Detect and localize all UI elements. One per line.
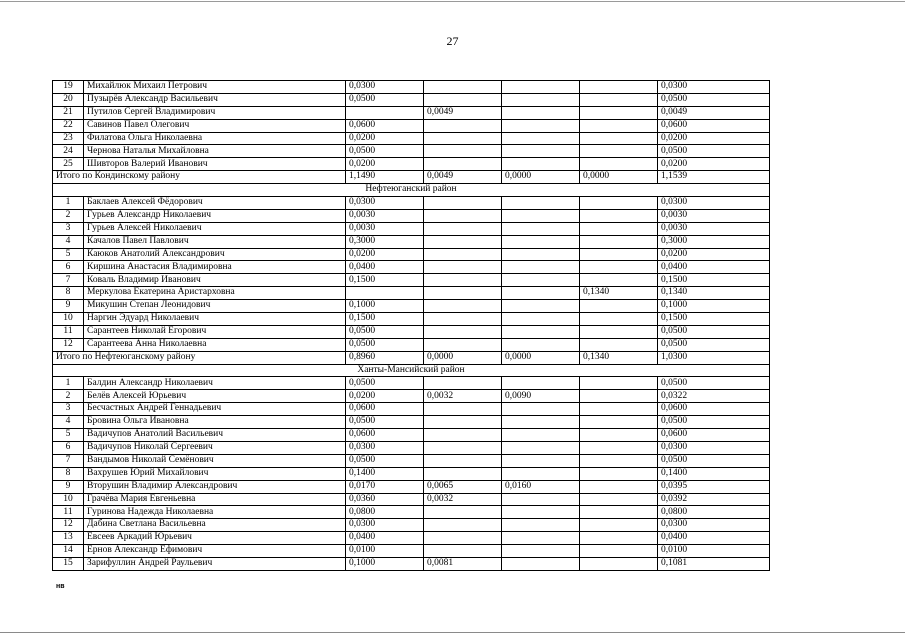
value-cell-1: 0,0500 [346, 338, 424, 351]
row-number: 1 [53, 197, 84, 210]
value-cell-4 [580, 416, 658, 429]
total-cell: 0,0200 [658, 158, 770, 171]
table-row [53, 338, 770, 351]
total-cell: 0,0300 [658, 81, 770, 94]
total-cell: 0,0500 [658, 93, 770, 106]
value-cell-1: 0,0400 [346, 532, 424, 545]
row-number: 1 [53, 377, 84, 390]
quota-table [52, 80, 770, 571]
value-cell-1: 1,1490 [346, 171, 424, 184]
value-cell-3 [502, 235, 580, 248]
person-name: Киршина Анастасия Владимировна [84, 261, 346, 274]
value-cell-2 [424, 248, 502, 261]
value-cell-2: 0,0000 [424, 351, 502, 364]
value-cell-3 [502, 545, 580, 558]
person-name: Качалов Павел Павлович [84, 235, 346, 248]
value-cell-2 [424, 287, 502, 300]
bottom-scan-border [0, 632, 905, 633]
row-number: 7 [53, 274, 84, 287]
total-label: Итого по Нефтеюганскому району [53, 351, 346, 364]
value-cell-4 [580, 158, 658, 171]
row-number: 24 [53, 145, 84, 158]
value-cell-3 [502, 377, 580, 390]
value-cell-4 [580, 197, 658, 210]
value-cell-2 [424, 506, 502, 519]
person-name: Зарифуллин Андрей Раульевич [84, 557, 346, 570]
value-cell-2: 0,0032 [424, 493, 502, 506]
total-cell: 0,0392 [658, 493, 770, 506]
table-row [53, 325, 770, 338]
value-cell-3 [502, 158, 580, 171]
table-row [53, 506, 770, 519]
row-number: 12 [53, 338, 84, 351]
value-cell-2 [424, 377, 502, 390]
value-cell-4 [580, 248, 658, 261]
value-cell-3 [502, 145, 580, 158]
table-row [53, 519, 770, 532]
person-name: Гуринова Надежда Николаевна [84, 506, 346, 519]
person-name: Евсеев Аркадий Юрьевич [84, 532, 346, 545]
row-number: 8 [53, 467, 84, 480]
total-cell: 0,0322 [658, 390, 770, 403]
total-cell: 1,1539 [658, 171, 770, 184]
value-cell-1: 0,0600 [346, 403, 424, 416]
row-number: 4 [53, 235, 84, 248]
value-cell-1: 0,0600 [346, 119, 424, 132]
row-number: 9 [53, 480, 84, 493]
district-name: Ханты-Мансийский район [53, 364, 770, 377]
person-name: Михайлюк Михаил Петрович [84, 81, 346, 94]
table-row [53, 429, 770, 442]
value-cell-1: 0,0030 [346, 222, 424, 235]
value-cell-1: 0,0400 [346, 261, 424, 274]
value-cell-1: 0,0500 [346, 325, 424, 338]
total-cell: 0,0300 [658, 197, 770, 210]
total-cell: 0,1000 [658, 300, 770, 313]
value-cell-3: 0,0090 [502, 390, 580, 403]
person-name: Бровина Ольга Ивановна [84, 416, 346, 429]
value-cell-3 [502, 274, 580, 287]
value-cell-4 [580, 145, 658, 158]
value-cell-3 [502, 416, 580, 429]
table-row [53, 403, 770, 416]
total-cell: 0,0200 [658, 248, 770, 261]
value-cell-3 [502, 532, 580, 545]
value-cell-4 [580, 454, 658, 467]
row-number: 9 [53, 300, 84, 313]
row-number: 12 [53, 519, 84, 532]
total-cell: 0,0600 [658, 119, 770, 132]
person-name: Сарантеев Николай Егорович [84, 325, 346, 338]
total-cell: 0,0100 [658, 545, 770, 558]
value-cell-3 [502, 519, 580, 532]
value-cell-4 [580, 93, 658, 106]
person-name: Сарантеева Анна Николаевна [84, 338, 346, 351]
district-name: Нефтеюганский район [53, 184, 770, 197]
value-cell-2 [424, 274, 502, 287]
value-cell-1: 0,0500 [346, 93, 424, 106]
value-cell-3 [502, 197, 580, 210]
total-cell: 1,0300 [658, 351, 770, 364]
value-cell-1: 0,0500 [346, 454, 424, 467]
row-number: 14 [53, 545, 84, 558]
total-cell: 0,0500 [658, 338, 770, 351]
row-number: 4 [53, 416, 84, 429]
value-cell-3 [502, 506, 580, 519]
person-name: Гурьев Алексей Николаевич [84, 222, 346, 235]
value-cell-4 [580, 222, 658, 235]
person-name: Белёв Алексей Юрьевич [84, 390, 346, 403]
value-cell-1: 0,0200 [346, 390, 424, 403]
total-cell: 0,3000 [658, 235, 770, 248]
value-cell-3 [502, 106, 580, 119]
value-cell-1: 0,0300 [346, 441, 424, 454]
value-cell-2 [424, 338, 502, 351]
person-name: Вадичупов Николай Сергеевич [84, 441, 346, 454]
total-cell: 0,0800 [658, 506, 770, 519]
value-cell-2 [424, 441, 502, 454]
district-header-row [53, 184, 770, 197]
value-cell-1: 0,0300 [346, 519, 424, 532]
value-cell-1 [346, 287, 424, 300]
total-cell: 0,0049 [658, 106, 770, 119]
table-row [53, 532, 770, 545]
row-number: 6 [53, 261, 84, 274]
value-cell-4 [580, 429, 658, 442]
total-cell: 0,0030 [658, 222, 770, 235]
value-cell-3 [502, 429, 580, 442]
value-cell-4 [580, 545, 658, 558]
value-cell-4 [580, 274, 658, 287]
value-cell-2: 0,0065 [424, 480, 502, 493]
value-cell-1: 0,0170 [346, 480, 424, 493]
table-row [53, 222, 770, 235]
value-cell-2 [424, 158, 502, 171]
value-cell-3 [502, 557, 580, 570]
table-row [53, 209, 770, 222]
value-cell-1: 0,0300 [346, 197, 424, 210]
table-row [53, 274, 770, 287]
value-cell-2 [424, 403, 502, 416]
value-cell-2 [424, 119, 502, 132]
total-cell: 0,0300 [658, 441, 770, 454]
value-cell-2 [424, 235, 502, 248]
value-cell-4 [580, 403, 658, 416]
total-cell: 0,0600 [658, 403, 770, 416]
row-number: 6 [53, 441, 84, 454]
value-cell-3 [502, 325, 580, 338]
value-cell-4: 0,1340 [580, 351, 658, 364]
value-cell-1: 0,0360 [346, 493, 424, 506]
row-number: 5 [53, 429, 84, 442]
value-cell-3 [502, 93, 580, 106]
table-row [53, 313, 770, 326]
value-cell-1: 0,0500 [346, 377, 424, 390]
person-name: Вахрушев Юрий Михайлович [84, 467, 346, 480]
row-number: 3 [53, 222, 84, 235]
table-row [53, 441, 770, 454]
district-total-row [53, 171, 770, 184]
value-cell-4 [580, 390, 658, 403]
value-cell-3 [502, 338, 580, 351]
value-cell-3: 0,0000 [502, 171, 580, 184]
table-row [53, 158, 770, 171]
value-cell-3 [502, 209, 580, 222]
row-number: 11 [53, 325, 84, 338]
person-name: Микушин Степан Леонидович [84, 300, 346, 313]
value-cell-3 [502, 403, 580, 416]
value-cell-2 [424, 519, 502, 532]
value-cell-1: 0,1500 [346, 274, 424, 287]
value-cell-1: 0,1000 [346, 557, 424, 570]
value-cell-3 [502, 248, 580, 261]
value-cell-1: 0,0800 [346, 506, 424, 519]
value-cell-1: 0,0200 [346, 248, 424, 261]
value-cell-4 [580, 467, 658, 480]
table-body [53, 81, 770, 571]
value-cell-1: 0,0030 [346, 209, 424, 222]
table-row [53, 93, 770, 106]
value-cell-3 [502, 119, 580, 132]
row-number: 10 [53, 493, 84, 506]
value-cell-3: 0,0160 [502, 480, 580, 493]
row-number: 8 [53, 287, 84, 300]
total-cell: 0,0400 [658, 261, 770, 274]
person-name: Ернов Александр Ефимович [84, 545, 346, 558]
total-cell: 0,0300 [658, 519, 770, 532]
value-cell-4 [580, 106, 658, 119]
person-name: Меркулова Екатерина Аристарховна [84, 287, 346, 300]
value-cell-2: 0,0049 [424, 106, 502, 119]
value-cell-2 [424, 416, 502, 429]
row-number: 15 [53, 557, 84, 570]
person-name: Путилов Сергей Владимирович [84, 106, 346, 119]
value-cell-1 [346, 106, 424, 119]
person-name: Наргин Эдуард Николаевич [84, 313, 346, 326]
table-row [53, 300, 770, 313]
table-row [53, 390, 770, 403]
value-cell-1: 0,0200 [346, 132, 424, 145]
value-cell-1: 0,0100 [346, 545, 424, 558]
value-cell-2 [424, 325, 502, 338]
value-cell-2 [424, 429, 502, 442]
value-cell-3 [502, 222, 580, 235]
total-cell: 0,0395 [658, 480, 770, 493]
total-cell: 0,0500 [658, 454, 770, 467]
value-cell-2 [424, 81, 502, 94]
row-number: 20 [53, 93, 84, 106]
value-cell-4 [580, 313, 658, 326]
value-cell-2 [424, 209, 502, 222]
value-cell-4 [580, 441, 658, 454]
table-row [53, 145, 770, 158]
value-cell-2 [424, 300, 502, 313]
person-name: Гурьев Александр Николаевич [84, 209, 346, 222]
row-number: 19 [53, 81, 84, 94]
value-cell-4: 0,0000 [580, 171, 658, 184]
person-name: Вандымов Николай Семёнович [84, 454, 346, 467]
table-row [53, 248, 770, 261]
value-cell-2 [424, 532, 502, 545]
value-cell-2: 0,0081 [424, 557, 502, 570]
total-label: Итого по Кондинскому району [53, 171, 346, 184]
row-number: 10 [53, 313, 84, 326]
value-cell-4 [580, 132, 658, 145]
value-cell-3 [502, 467, 580, 480]
person-name: Баклаев Алексей Фёдорович [84, 197, 346, 210]
row-number: 21 [53, 106, 84, 119]
table-row [53, 81, 770, 94]
total-cell: 0,1340 [658, 287, 770, 300]
total-cell: 0,1500 [658, 313, 770, 326]
value-cell-4 [580, 557, 658, 570]
row-number: 22 [53, 119, 84, 132]
person-name: Балдин Александр Николаевич [84, 377, 346, 390]
page-number: 27 [446, 34, 459, 48]
person-name: Савинов Павел Олегович [84, 119, 346, 132]
total-cell: 0,0200 [658, 132, 770, 145]
total-cell: 0,0500 [658, 377, 770, 390]
top-scan-border [0, 1, 905, 2]
value-cell-3: 0,0000 [502, 351, 580, 364]
value-cell-2 [424, 197, 502, 210]
person-name: Вторушин Владимир Александрович [84, 480, 346, 493]
value-cell-4: 0,1340 [580, 287, 658, 300]
value-cell-3 [502, 287, 580, 300]
value-cell-3 [502, 454, 580, 467]
value-cell-4 [580, 532, 658, 545]
value-cell-3 [502, 300, 580, 313]
table-row [53, 377, 770, 390]
value-cell-1: 0,1500 [346, 313, 424, 326]
value-cell-2: 0,0032 [424, 390, 502, 403]
row-number: 11 [53, 506, 84, 519]
table-row [53, 287, 770, 300]
row-number: 13 [53, 532, 84, 545]
person-name: Филатова Ольга Николаевна [84, 132, 346, 145]
table-row [53, 235, 770, 248]
person-name: Грачёва Мария Евгеньевна [84, 493, 346, 506]
value-cell-2 [424, 261, 502, 274]
row-number: 7 [53, 454, 84, 467]
footer-mark: нв [56, 583, 65, 590]
value-cell-4 [580, 377, 658, 390]
value-cell-2 [424, 454, 502, 467]
table-row [53, 480, 770, 493]
table-row [53, 132, 770, 145]
person-name: Пузырёв Александр Васильевич [84, 93, 346, 106]
value-cell-4 [580, 506, 658, 519]
table-row [53, 467, 770, 480]
total-cell: 0,1400 [658, 467, 770, 480]
table-row [53, 197, 770, 210]
total-cell: 0,0500 [658, 416, 770, 429]
value-cell-2 [424, 222, 502, 235]
total-cell: 0,0030 [658, 209, 770, 222]
table-row [53, 261, 770, 274]
person-name: Шивторов Валерий Иванович [84, 158, 346, 171]
value-cell-2: 0,0049 [424, 171, 502, 184]
table-row [53, 416, 770, 429]
row-number: 2 [53, 390, 84, 403]
district-header-row [53, 364, 770, 377]
value-cell-4 [580, 480, 658, 493]
value-cell-3 [502, 313, 580, 326]
total-cell: 0,1081 [658, 557, 770, 570]
value-cell-2 [424, 93, 502, 106]
value-cell-3 [502, 132, 580, 145]
district-total-row [53, 351, 770, 364]
value-cell-1: 0,1000 [346, 300, 424, 313]
person-name: Бесчастных Андрей Геннадьевич [84, 403, 346, 416]
value-cell-4 [580, 81, 658, 94]
total-cell: 0,0500 [658, 145, 770, 158]
total-cell: 0,0500 [658, 325, 770, 338]
total-cell: 0,0400 [658, 532, 770, 545]
value-cell-4 [580, 235, 658, 248]
value-cell-4 [580, 119, 658, 132]
value-cell-3 [502, 441, 580, 454]
table-row [53, 106, 770, 119]
value-cell-1: 0,0500 [346, 145, 424, 158]
value-cell-4 [580, 261, 658, 274]
total-cell: 0,0600 [658, 429, 770, 442]
value-cell-3 [502, 493, 580, 506]
value-cell-1: 0,0600 [346, 429, 424, 442]
table-row [53, 545, 770, 558]
person-name: Чернова Наталья Михайловна [84, 145, 346, 158]
value-cell-1: 0,3000 [346, 235, 424, 248]
value-cell-4 [580, 209, 658, 222]
table-row [53, 119, 770, 132]
row-number: 25 [53, 158, 84, 171]
value-cell-2 [424, 132, 502, 145]
value-cell-2 [424, 545, 502, 558]
person-name: Дабина Светлана Васильевна [84, 519, 346, 532]
value-cell-3 [502, 261, 580, 274]
table-row [53, 557, 770, 570]
person-name: Вадичупов Анатолий Васильевич [84, 429, 346, 442]
table-row [53, 454, 770, 467]
value-cell-2 [424, 145, 502, 158]
value-cell-4 [580, 325, 658, 338]
value-cell-4 [580, 519, 658, 532]
person-name: Каюков Анатолий Александрович [84, 248, 346, 261]
row-number: 3 [53, 403, 84, 416]
row-number: 2 [53, 209, 84, 222]
table-row [53, 493, 770, 506]
value-cell-1: 0,0200 [346, 158, 424, 171]
value-cell-4 [580, 300, 658, 313]
value-cell-1: 0,1400 [346, 467, 424, 480]
value-cell-1: 0,0500 [346, 416, 424, 429]
total-cell: 0,1500 [658, 274, 770, 287]
value-cell-4 [580, 338, 658, 351]
row-number: 23 [53, 132, 84, 145]
value-cell-1: 0,8960 [346, 351, 424, 364]
value-cell-1: 0,0300 [346, 81, 424, 94]
row-number: 5 [53, 248, 84, 261]
value-cell-2 [424, 467, 502, 480]
value-cell-3 [502, 81, 580, 94]
person-name: Коваль Владимир Иванович [84, 274, 346, 287]
value-cell-2 [424, 313, 502, 326]
value-cell-4 [580, 493, 658, 506]
